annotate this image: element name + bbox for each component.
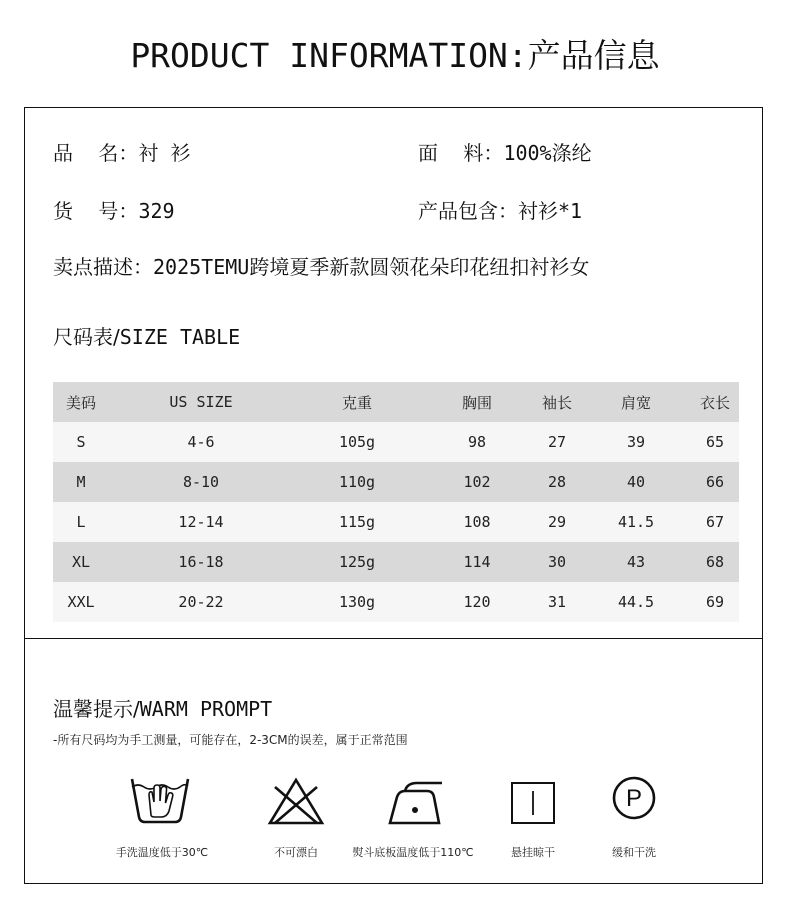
table-cell: 102 [463, 473, 491, 491]
table-row [53, 422, 739, 462]
product-name-value: 衬 衫 [138, 141, 191, 165]
table-cell: 44.5 [617, 593, 655, 611]
header-cell: 胸围 [461, 393, 492, 412]
hand-wash-label: 手洗温度低于30℃ [115, 846, 209, 859]
selling-point-label: 卖点描述： [53, 255, 153, 279]
table-cell: 69 [705, 593, 725, 611]
table-cell: 30 [547, 553, 567, 571]
warm-prompt-title-cn: 温馨提示/ [53, 697, 140, 721]
fabric [418, 137, 592, 166]
table-cell: 40 [626, 473, 646, 491]
table-cell: M [76, 473, 86, 491]
item-number-value: 329 [138, 199, 175, 223]
table-cell: 12-14 [178, 513, 224, 531]
table-cell: 28 [547, 473, 567, 491]
header-cell: US SIZE [169, 393, 233, 411]
selling-point-value: 2025TEMU跨境夏季新款圆领花朵印花纽扣衬衫女 [153, 255, 590, 279]
table-cell: 16-18 [178, 553, 224, 571]
table-cell: 120 [463, 593, 491, 611]
header-cell: 袖长 [541, 393, 572, 412]
table-cell: S [76, 433, 86, 451]
table-cell: 108 [463, 513, 491, 531]
table-cell: 125g [338, 553, 376, 571]
package-value: 衬衫*1 [518, 199, 583, 223]
product-info-panel [24, 107, 763, 884]
table-row [53, 582, 739, 622]
table-cell: 31 [547, 593, 567, 611]
size-table-title [53, 321, 240, 350]
size-table-title-cn: 尺码表/ [53, 325, 120, 349]
table-cell: 27 [547, 433, 567, 451]
svg-text:P: P [625, 785, 643, 812]
table-cell: 68 [705, 553, 725, 571]
no-bleach-label: 不可漂白 [274, 846, 318, 859]
table-cell: 105g [338, 433, 376, 451]
table-row [53, 502, 739, 542]
selling-point [53, 251, 589, 280]
product-name [53, 137, 190, 166]
table-cell: 67 [705, 513, 725, 531]
package-label: 产品包含： [418, 199, 518, 223]
table-cell: 43 [626, 553, 646, 571]
table-cell: 8-10 [182, 473, 220, 491]
header-cell: 肩宽 [620, 393, 651, 412]
table-row [53, 462, 739, 502]
header-cell: 克重 [341, 393, 372, 412]
table-cell: XL [71, 553, 91, 571]
size-table-title-en: SIZE TABLE [119, 325, 241, 349]
table-cell: 98 [467, 433, 487, 451]
hang-dry-label: 悬挂晾干 [511, 846, 555, 859]
hang-dry-icon [510, 781, 556, 825]
fabric-label: 面 料： [418, 141, 504, 165]
size-table-header [53, 382, 739, 422]
package-contents [418, 195, 582, 224]
table-cell: 65 [705, 433, 725, 451]
item-number-label: 货 号： [53, 199, 139, 223]
section-divider [25, 638, 762, 639]
page-title: PRODUCT INFORMATION:产品信息 [130, 36, 660, 75]
no-bleach-icon [267, 777, 325, 827]
dry-clean-label: 缓和干洗 [612, 846, 656, 859]
table-cell: 41.5 [617, 513, 655, 531]
item-number [53, 195, 175, 224]
warm-prompt-title [53, 693, 272, 722]
fabric-value: 100%涤纶 [503, 141, 592, 165]
table-cell: 130g [338, 593, 376, 611]
iron-icon [387, 779, 445, 825]
dry-clean-icon [611, 775, 657, 821]
table-cell: L [76, 513, 86, 531]
warm-prompt-title-en: WARM PROMPT [139, 697, 273, 721]
measurement-note: -所有尺码均为手工测量，可能存在，2-3CM的误差，属于正常范围 [53, 733, 408, 747]
table-cell: 4-6 [187, 433, 215, 451]
table-cell: 39 [626, 433, 646, 451]
table-cell: 110g [338, 473, 376, 491]
hand-wash-icon [129, 775, 191, 827]
table-row [53, 542, 739, 582]
header-cell: 衣长 [699, 393, 730, 412]
table-cell: 20-22 [178, 593, 224, 611]
table-cell: 29 [547, 513, 567, 531]
table-cell: 115g [338, 513, 376, 531]
product-name-label: 品 名： [53, 141, 139, 165]
iron-label: 熨斗底板温度低于110℃ [352, 846, 474, 859]
header-cell: 美码 [65, 393, 96, 412]
table-cell: 66 [705, 473, 725, 491]
size-table [53, 382, 739, 622]
table-cell: 114 [463, 553, 491, 571]
table-cell: XXL [67, 593, 95, 611]
